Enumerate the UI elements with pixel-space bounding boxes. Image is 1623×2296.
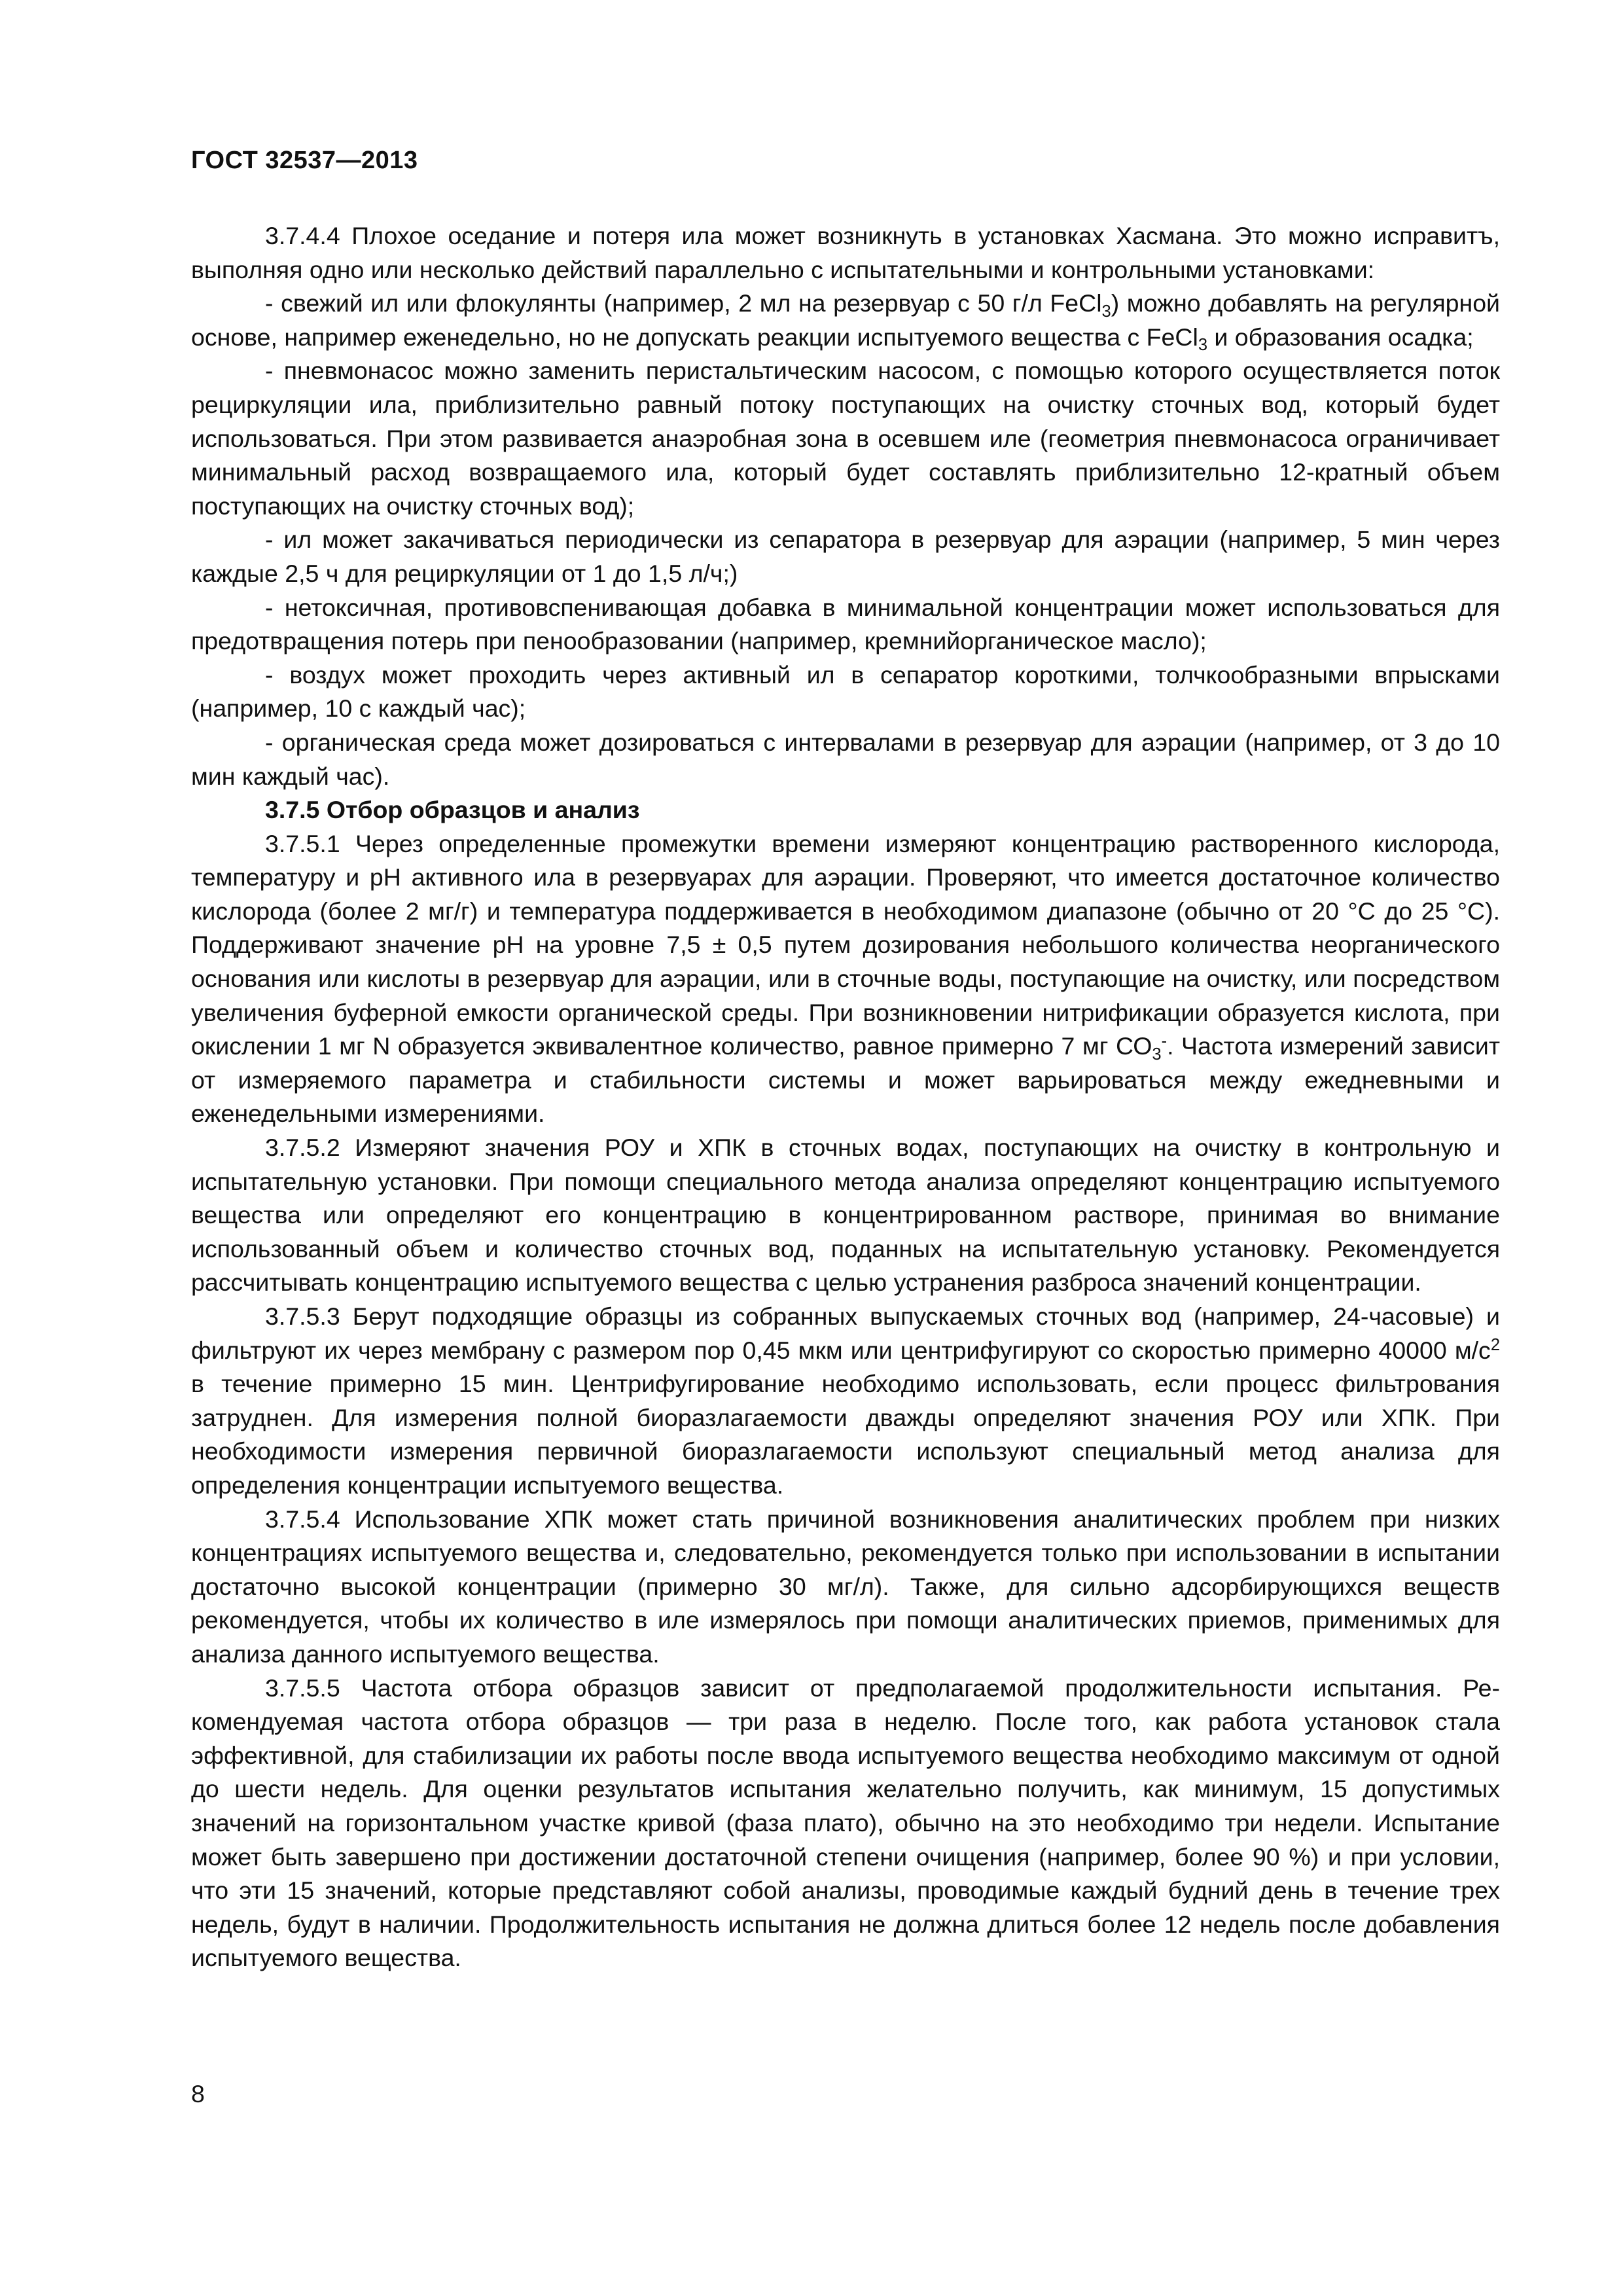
superscript: - [1161, 1031, 1168, 1050]
text-run: - свежий ил или флокулянты (например, 2 мл на резервуар с 50 г/л FeCl [265, 289, 1102, 317]
paragraph-3-7-4-4: 3.7.4.4 Плохое оседание и потеря ила может возникнуть в установках Хасмана. Это можно исправитъ, выполняя одно или несколько действий параллельно с испытательными и контрольными установками: [191, 222, 1500, 283]
text-run: 3.7.5.1 Через определенные промежутки времени измеряют концентрацию растворенного кислорода, температуру и pH активного ила в резервуарах для аэрации. Проверяют, что имеется достаточное количество кислорода (более 2 мг/г) и температура поддерживается в необходимом диапазоне (обычно от 20 °С до 25 °С). Поддерживают значение pH на уровне 7,5 ± 0,5 путем дозирования небольшого количества неорганического основания или кислоты в резервуар для аэрации, или в сточные воды, поступающие на очистку, или посредством увеличения буферной емкости органической среды. При возникновении нитрификации образуется кислота, при окислении 1 мг N образуется эквивалентное количество, равное примерно 7 мг СО [191, 829, 1500, 1060]
paragraph-3-7-5-2: 3.7.5.2 Измеряют значения РОУ и ХПК в сточных водах, поступающих на очистку в контрольную и испытательную установки. При помощи специального метода анализа определяют концентрацию испытуемого вещества или определяют его концентрацию в концентрированном растворе, принимая во внимание использованный объем и количество сточных вод, поданных на испытательную установку. Рекомендуется рассчитывать концентрацию испытуемого вещества с целью устранения разброса значений концентрации. [191, 1134, 1500, 1297]
paragraph-3-7-5-4: 3.7.5.4 Использование ХПК может стать причиной возникновения аналитических проблем при низких концентрациях испытуемого вещества и, следовательно, рекомендуется только при использовании в испытании достаточно высокой концентрации (примерно 30 мг/л). Также, для сильно адсорбирующихся веществ рекомендуется, чтобы их количество в иле измерялось при помощи аналитических приемов, применимых для анализа данного испытуемого вещества. [191, 1505, 1500, 1668]
superscript: 2 [1490, 1335, 1500, 1354]
subscript: 3 [1101, 302, 1111, 321]
page-number: 8 [191, 2080, 205, 2108]
document-code-header: ГОСТ 32537—2013 [191, 147, 418, 174]
text-run: 3.7.5.3 Берут подходящие образцы из собранных выпускаемых сточных вод (например, 24-часовые) и фильтруют их через мембрану с размером пор 0,45 мкм или центрифугируют со скоростью примерно 40000 м/с [191, 1302, 1500, 1364]
list-item-peristaltic-pump: - пневмонасос можно заменить перистальтическим насосом, с помощью которого осуществляется поток рециркуляции ила, приблизительно равный потоку поступающих на очистку сточных вод, который будет использоваться. При этом развивается анаэробная зона в осевшем иле (геометрия пневмонасоса ограничивает минимальный расход возвращаемого ила, который будет составлять приблизительно 12-кратный объем поступающих на очистку сточных вод); [191, 357, 1500, 520]
list-item-air-injection: - воздух может проходить через активный ил в сепаратор короткими, толчкообразными впрысками (например, 10 с каждый час); [191, 660, 1500, 723]
subscript: 3 [1152, 1045, 1162, 1064]
document-body [191, 219, 1500, 1975]
list-item-sludge-pumping: - ил может закачиваться периодически из сепаратора в резервуар для аэрации (например, 5 мин через каждые 2,5 ч для рециркуляции от 1 до 1,5 л/ч;) [191, 526, 1500, 587]
list-item-antifoam: - нетоксичная, противовспенивающая добавка в минимальной концентрации может использоваться для предотвращения потерь при пенообразовании (например, кремнийорганическое масло); [191, 593, 1500, 655]
paragraph-3-7-5-1 [191, 827, 1500, 1131]
subscript: 3 [1198, 336, 1208, 355]
text-run: . Частота измерений зависит от измеряемого параметра и стабильности системы и может варьироваться между ежедневными и еженедельными измерениями. [191, 1032, 1500, 1128]
list-item-organic-medium: - органическая среда может дозироваться с интервалами в резервуар для аэрации (например, от 3 до 10 мин каждый час). [191, 728, 1500, 790]
section-heading-3-7-5: 3.7.5 Отбор образцов и анализ [265, 796, 640, 824]
list-item-fresh-sludge [191, 287, 1500, 354]
text-run: в течение примерно 15 мин. Центрифугирование необходимо использовать, если процесс фильтрования затруднен. Для измерения полной биоразлагаемости дважды определяют значения РОУ или ХПК. При необходимости измерения первичной биоразлагаемости используют специальный метод анализа для определения концентрации испытуемого вещества. [191, 1370, 1500, 1499]
text-run: и образования осадка; [1207, 323, 1474, 351]
paragraph-3-7-5-5: 3.7.5.5 Частота отбора образцов зависит от предполагаемой продолжительности испытания. Рекомендуемая частота отбора образцов — три раза в неделю. После того, как работа установок стала эффективной, для стабилизации их работы после ввода испытуемого вещества необходимо максимум от одной до шести недель. Для оценки результатов испытания желательно получить, как минимум, 15 допустимых значений на горизонтальном участке кривой (фаза плато), обычно на это необходимо три недели. Испытание может быть завершено при достижении достаточной степени очищения (например, более 90 %) и при условии, что эти 15 значений, которые представляют собой анализы, проводимые каждый будний день в течение трех недель, будут в наличии. Продолжительность испытания не должна длиться более 12 недель после добавления испытуемого вещества. [191, 1674, 1500, 1972]
paragraph-3-7-5-3 [191, 1300, 1500, 1503]
text-run: ) можно добавлять на регулярной основе, например еженедельно, но не допускать реакции испытуемого вещества с FeCl [191, 289, 1500, 351]
